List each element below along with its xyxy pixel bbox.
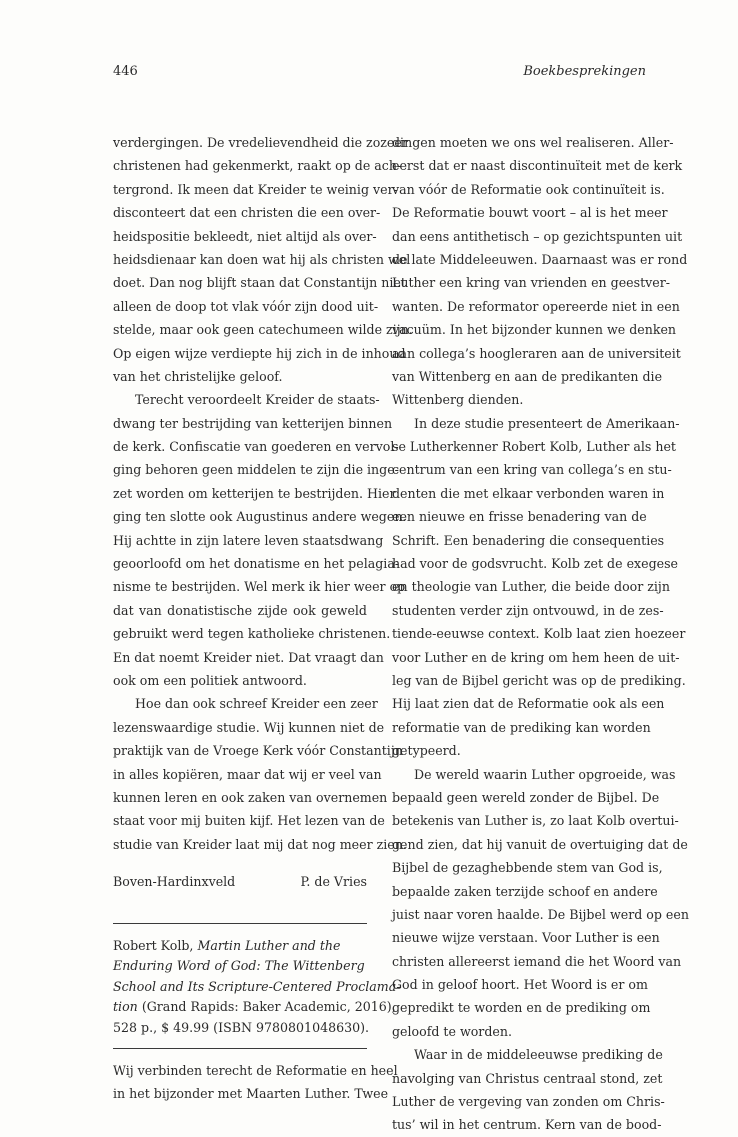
text-line: in alles kopiëren, maar dat wij er veel van	[113, 766, 382, 782]
book-author: Robert Kolb,	[113, 937, 194, 953]
text-line: aan collega’s hoogleraren aan de universiteit	[392, 345, 681, 361]
text-line: studie van Kreider laat mij dat nog meer zien.	[113, 836, 407, 852]
text-line: geloofd te worden.	[392, 1023, 512, 1039]
text-line: navolging van Christus centraal stond, zet	[392, 1070, 663, 1086]
text-line: In deze studie presenteert de Amerikaan-	[414, 415, 680, 431]
text-line: gepredikt te worden en de prediking om	[392, 1000, 651, 1016]
text-line: gend zien, dat hij vanuit de overtuiging dat de	[392, 836, 688, 852]
text-line: dan eens antithetisch – op gezichtspunten uit	[392, 228, 683, 244]
text-line: Op eigen wijze verdiepte hij zich in de inhoud	[113, 345, 406, 361]
text-line: gebruikt werd tegen katholieke christenen.	[113, 626, 391, 642]
text-line: nieuwe wijze verstaan. Voor Luther is een	[392, 930, 660, 946]
text-line: voor Luther en de kring om hem heen de uit-	[392, 649, 680, 665]
text-line: Wij verbinden terecht de Reformatie en heel	[113, 1063, 398, 1078]
text-line: En dat noemt Kreider niet. Dat vraagt dan	[113, 649, 384, 665]
text-line: bepaald geen wereld zonder de Bijbel. De	[392, 789, 660, 805]
signature-place: Boven-Hardinxveld	[113, 874, 236, 890]
text-line: getypeerd.	[392, 743, 461, 759]
review-paragraph-1	[113, 131, 413, 388]
text-line: de kerk. Confiscatie van goederen en vervol-	[113, 439, 399, 455]
text-line: stelde, maar ook geen catechumeen wilde zijn.	[113, 322, 413, 338]
right-column	[392, 131, 689, 1137]
text-line: bepaalde zaken terzijde schoof en andere	[392, 883, 658, 899]
divider-top	[113, 923, 367, 924]
text-line: van het christelijke geloof.	[113, 368, 283, 384]
text-line: van Wittenberg en aan de predikanten die	[392, 368, 663, 384]
text-line: juist naar voren haalde. De Bijbel werd op een	[392, 906, 689, 922]
review-paragraph-4	[113, 1059, 398, 1106]
text-line: denten die met elkaar verbonden waren in	[392, 485, 665, 501]
text-line: Hij laat zien dat de Reformatie ook als een	[392, 696, 665, 712]
text-line: nisme te bestrijden. Wel merk ik hier weer op	[113, 579, 406, 595]
review-paragraph-3	[113, 692, 407, 856]
text-line: vacuüm. In het bijzonder kunnen we denken	[392, 322, 677, 338]
text-line: tus’ wil in het centrum. Kern van de bood-	[392, 1117, 662, 1133]
text-line: staat voor mij buiten kijf. Het lezen van de	[113, 813, 385, 829]
review-paragraph-2	[113, 388, 407, 692]
text-line: wanten. De reformator opereerde niet in een	[392, 298, 680, 314]
text-line: Luther de vergeving van zonden om Chris-	[392, 1094, 665, 1110]
book-title-line: tion	[113, 999, 138, 1014]
text-line: Wittenberg dienden.	[392, 392, 524, 408]
text-line: studenten verder zijn ontvouwd, in de zes-	[392, 602, 664, 618]
text-line: kunnen leren en ook zaken van overnemen	[113, 789, 388, 805]
book-publisher: (Grand Rapids: Baker Academic, 2016),	[141, 999, 396, 1014]
book-price-isbn: 528 p., $ 49.99 (ISBN 9780801048630).	[113, 1019, 370, 1035]
text-line: reformatie van de prediking kan worden	[392, 719, 651, 735]
text-line: verdergingen. De vredelievendheid die zozeer	[113, 135, 408, 150]
left-column	[113, 131, 413, 1106]
text-line: een nieuwe en frisse benadering van de	[392, 509, 647, 525]
signature-author: P. de Vries	[300, 874, 367, 890]
text-line: tergrond. Ik meen dat Kreider te weinig ver-	[113, 181, 398, 197]
text-line: ging ten slotte ook Augustinus andere wegen.	[113, 509, 407, 525]
text-line: Luther een kring van vrienden en geestver-	[392, 275, 670, 291]
text-line: heidspositie bekleedt, niet altijd als over-	[113, 228, 377, 244]
review-paragraph-8	[392, 1043, 665, 1137]
review-paragraph-6	[392, 412, 686, 763]
text-line: eerst dat er naast discontinuïteit met de kerk	[392, 158, 683, 174]
text-line: leg van de Bijbel gericht was op de prediking.	[392, 672, 686, 688]
text-line: Waar in de middeleeuwse prediking de	[414, 1047, 663, 1063]
text-line: Terecht veroordeelt Kreider de staats-	[135, 392, 380, 408]
text-line: De wereld waarin Luther opgroeide, was	[414, 766, 676, 782]
text-line: dingen moeten we ons wel realiseren. Aller-	[392, 135, 674, 150]
text-line: ging behoren geen middelen te zijn die inge-	[113, 462, 399, 478]
text-line: christenen had gekenmerkt, raakt op de ach-	[113, 158, 402, 174]
page-header	[113, 64, 646, 84]
text-line: lezenswaardige studie. Wij kunnen niet de	[113, 719, 385, 735]
text-line: in het bijzonder met Maarten Luther. Twee	[113, 1086, 389, 1102]
text-line: dat van donatistische zijde ook geweld	[113, 602, 367, 618]
text-line: had voor de godsvrucht. Kolb zet de exegese	[392, 556, 679, 572]
text-line: en theologie van Luther, die beide door zijn	[392, 579, 670, 595]
text-line: Hij achtte in zijn latere leven staatsdwang	[113, 532, 384, 548]
divider-bottom	[113, 1048, 367, 1049]
review-signature	[113, 870, 367, 893]
text-line: geoorloofd om het donatisme en het pelagia-	[113, 556, 400, 572]
text-line: zet worden om ketterijen te bestrijden. Hier	[113, 485, 396, 501]
text-line: God in geloof hoort. Het Woord is er om	[392, 977, 648, 993]
text-line: de late Middeleeuwen. Daarnaast was er rond	[392, 251, 688, 267]
review-paragraph-5	[392, 131, 688, 412]
text-line: dwang ter bestrijding van ketterijen binnen	[113, 415, 393, 431]
text-line: Schrift. Een benadering die consequenties	[392, 532, 665, 548]
text-line: van vóór de Reformatie ook continuïteit is.	[392, 181, 665, 197]
review-paragraph-7	[392, 763, 689, 1044]
book-reference	[113, 936, 401, 1039]
book-title-line: Enduring Word of God: The Wittenberg	[113, 958, 365, 973]
text-line: alleen de doop tot vlak vóór zijn dood uit-	[113, 298, 379, 314]
text-line: Bijbel de gezaghebbende stem van God is,	[392, 860, 663, 876]
text-line: centrum van een kring van collega’s en stu-	[392, 462, 672, 478]
text-line: tiende-eeuwse context. Kolb laat zien hoezeer	[392, 626, 686, 642]
text-line: praktijk van de Vroege Kerk vóór Constantijn	[113, 743, 403, 759]
text-line: doet. Dan nog blijft staan dat Constantijn niet	[113, 275, 406, 291]
text-line: se Lutherkenner Robert Kolb, Luther als het	[392, 439, 676, 455]
text-line: betekenis van Luther is, zo laat Kolb overtui-	[392, 813, 679, 829]
book-title-line: Martin Luther and the	[197, 937, 341, 953]
text-line: Hoe dan ook schreef Kreider een zeer	[135, 696, 378, 712]
text-line: ook om een politiek antwoord.	[113, 672, 307, 688]
book-title-line: School and Its Scripture-Centered Proclama-	[113, 978, 401, 994]
text-line: heidsdienaar kan doen wat hij als christen wel	[113, 251, 411, 267]
page-number: 446	[113, 64, 138, 79]
text-line: disconteert dat een christen die een over-	[113, 205, 381, 221]
running-head: Boekbesprekingen	[523, 64, 646, 79]
text-line: De Reformatie bouwt voort – al is het meer	[392, 205, 668, 221]
text-line: christen allereerst iemand die het Woord van	[392, 953, 682, 969]
